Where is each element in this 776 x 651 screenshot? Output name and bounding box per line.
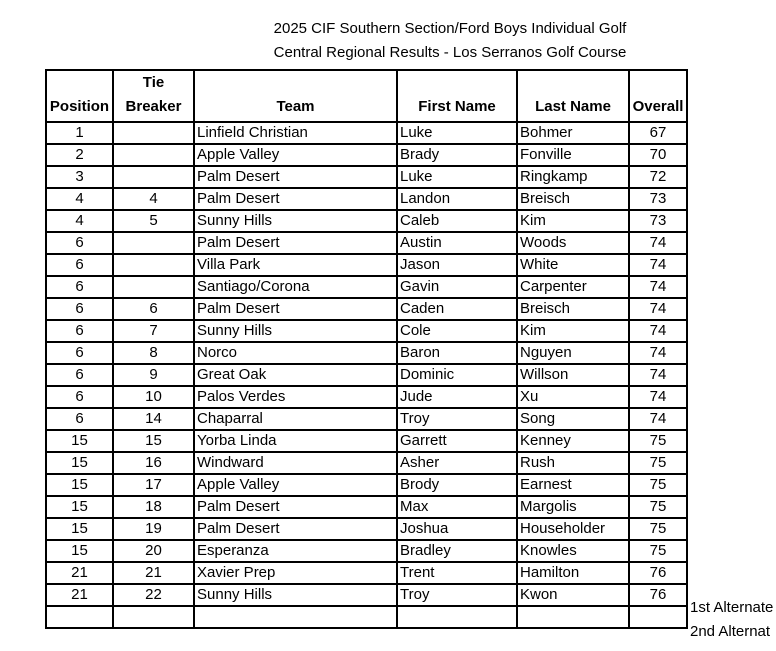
cell-position: 15 — [46, 430, 113, 452]
cell-team: Palm Desert — [194, 166, 397, 188]
cell-empty — [46, 606, 113, 628]
header-overall: Overall — [629, 70, 687, 122]
table-row — [46, 254, 687, 276]
header-team: Team — [194, 70, 397, 122]
cell-last-name: Willson — [517, 364, 629, 386]
cell-last-name: Earnest — [517, 474, 629, 496]
results-body — [46, 122, 687, 628]
cell-position: 15 — [46, 540, 113, 562]
cell-team: Palos Verdes — [194, 386, 397, 408]
cell-team: Windward — [194, 452, 397, 474]
cell-first-name: Troy — [397, 584, 517, 606]
cell-team: Sunny Hills — [194, 584, 397, 606]
cell-tie-breaker: 17 — [113, 474, 194, 496]
cell-position: 6 — [46, 342, 113, 364]
cell-tie-breaker — [113, 232, 194, 254]
cell-position: 15 — [46, 452, 113, 474]
cell-tie-breaker: 8 — [113, 342, 194, 364]
table-row — [46, 496, 687, 518]
cell-position: 15 — [46, 518, 113, 540]
header-position: Position — [46, 70, 113, 122]
table-row — [46, 386, 687, 408]
cell-overall: 67 — [629, 122, 687, 144]
alternate-note-1: 1st Alternate — [690, 599, 774, 616]
cell-first-name: Caden — [397, 298, 517, 320]
header-last-name: Last Name — [517, 70, 629, 122]
table-row — [46, 364, 687, 386]
cell-first-name: Austin — [397, 232, 517, 254]
cell-team: Xavier Prep — [194, 562, 397, 584]
cell-tie-breaker: 16 — [113, 452, 194, 474]
cell-team: Palm Desert — [194, 496, 397, 518]
cell-last-name: Bohmer — [517, 122, 629, 144]
cell-first-name: Jude — [397, 386, 517, 408]
cell-first-name: Garrett — [397, 430, 517, 452]
table-row — [46, 320, 687, 342]
table-row — [46, 144, 687, 166]
page-subtitle: Central Regional Results - Los Serranos Golf Course — [273, 44, 627, 61]
cell-tie-breaker: 22 — [113, 584, 194, 606]
table-row — [46, 298, 687, 320]
cell-first-name: Caleb — [397, 210, 517, 232]
cell-empty — [397, 606, 517, 628]
cell-first-name: Gavin — [397, 276, 517, 298]
cell-first-name: Dominic — [397, 364, 517, 386]
cell-last-name: Song — [517, 408, 629, 430]
cell-overall: 70 — [629, 144, 687, 166]
table-row — [46, 518, 687, 540]
cell-team: Yorba Linda — [194, 430, 397, 452]
table-row — [46, 430, 687, 452]
cell-tie-breaker: 20 — [113, 540, 194, 562]
cell-first-name: Jason — [397, 254, 517, 276]
cell-last-name: Kim — [517, 320, 629, 342]
cell-first-name: Bradley — [397, 540, 517, 562]
cell-overall: 75 — [629, 518, 687, 540]
cell-last-name: Breisch — [517, 188, 629, 210]
table-row — [46, 452, 687, 474]
cell-last-name: Nguyen — [517, 342, 629, 364]
cell-last-name: Rush — [517, 452, 629, 474]
cell-first-name: Baron — [397, 342, 517, 364]
results-table — [45, 69, 688, 629]
cell-empty — [113, 606, 194, 628]
cell-overall: 75 — [629, 452, 687, 474]
table-row — [46, 584, 687, 606]
cell-last-name: Knowles — [517, 540, 629, 562]
cell-overall: 74 — [629, 254, 687, 276]
cell-tie-breaker — [113, 254, 194, 276]
cell-team: Palm Desert — [194, 188, 397, 210]
header-tie-breaker — [113, 70, 194, 122]
cell-tie-breaker: 14 — [113, 408, 194, 430]
cell-team: Norco — [194, 342, 397, 364]
cell-last-name: Margolis — [517, 496, 629, 518]
cell-position: 6 — [46, 364, 113, 386]
cell-position: 3 — [46, 166, 113, 188]
cell-last-name: Carpenter — [517, 276, 629, 298]
cell-last-name: Kwon — [517, 584, 629, 606]
cell-position: 6 — [46, 386, 113, 408]
cell-position: 15 — [46, 474, 113, 496]
cell-first-name: Asher — [397, 452, 517, 474]
cell-position: 2 — [46, 144, 113, 166]
table-row — [46, 342, 687, 364]
cell-tie-breaker: 7 — [113, 320, 194, 342]
cell-position: 21 — [46, 584, 113, 606]
cell-overall: 74 — [629, 232, 687, 254]
cell-tie-breaker: 21 — [113, 562, 194, 584]
cell-position: 21 — [46, 562, 113, 584]
page-title: 2025 CIF Southern Section/Ford Boys Individual Golf — [273, 20, 627, 37]
cell-tie-breaker — [113, 166, 194, 188]
cell-tie-breaker: 18 — [113, 496, 194, 518]
cell-empty — [194, 606, 397, 628]
cell-tie-breaker: 6 — [113, 298, 194, 320]
cell-first-name: Luke — [397, 122, 517, 144]
cell-empty — [517, 606, 629, 628]
cell-overall: 76 — [629, 562, 687, 584]
table-row — [46, 276, 687, 298]
cell-position: 6 — [46, 408, 113, 430]
cell-tie-breaker: 4 — [113, 188, 194, 210]
cell-overall: 73 — [629, 210, 687, 232]
cell-first-name: Luke — [397, 166, 517, 188]
cell-overall: 74 — [629, 408, 687, 430]
cell-position: 6 — [46, 232, 113, 254]
cell-first-name: Cole — [397, 320, 517, 342]
table-row — [46, 408, 687, 430]
cell-first-name: Joshua — [397, 518, 517, 540]
cell-team: Palm Desert — [194, 518, 397, 540]
cell-overall: 73 — [629, 188, 687, 210]
cell-team: Apple Valley — [194, 144, 397, 166]
cell-tie-breaker — [113, 144, 194, 166]
cell-first-name: Trent — [397, 562, 517, 584]
table-row — [46, 474, 687, 496]
cell-last-name: Ringkamp — [517, 166, 629, 188]
cell-last-name: Breisch — [517, 298, 629, 320]
table-row — [46, 122, 687, 144]
cell-position: 15 — [46, 496, 113, 518]
cell-team: Palm Desert — [194, 298, 397, 320]
cell-overall: 72 — [629, 166, 687, 188]
cell-last-name: Xu — [517, 386, 629, 408]
cell-first-name: Troy — [397, 408, 517, 430]
table-row — [46, 166, 687, 188]
cell-last-name: Kim — [517, 210, 629, 232]
table-row-empty — [46, 606, 687, 628]
table-row — [46, 232, 687, 254]
cell-overall: 74 — [629, 386, 687, 408]
cell-first-name: Max — [397, 496, 517, 518]
cell-position: 6 — [46, 276, 113, 298]
cell-overall: 74 — [629, 298, 687, 320]
cell-team: Sunny Hills — [194, 320, 397, 342]
header-first-name: First Name — [397, 70, 517, 122]
header-tie-line1: Tie — [142, 74, 165, 91]
header-tie-line2: Breaker — [125, 98, 182, 115]
cell-first-name: Brady — [397, 144, 517, 166]
cell-team: Apple Valley — [194, 474, 397, 496]
cell-last-name: Woods — [517, 232, 629, 254]
cell-position: 6 — [46, 320, 113, 342]
cell-overall: 75 — [629, 540, 687, 562]
table-row — [46, 540, 687, 562]
cell-position: 6 — [46, 298, 113, 320]
cell-tie-breaker: 19 — [113, 518, 194, 540]
cell-tie-breaker: 10 — [113, 386, 194, 408]
cell-last-name: Kenney — [517, 430, 629, 452]
cell-team: Villa Park — [194, 254, 397, 276]
table-row — [46, 210, 687, 232]
cell-overall: 75 — [629, 496, 687, 518]
cell-team: Great Oak — [194, 364, 397, 386]
cell-tie-breaker — [113, 276, 194, 298]
cell-first-name: Brody — [397, 474, 517, 496]
cell-team: Chaparral — [194, 408, 397, 430]
header-row — [46, 70, 687, 122]
cell-tie-breaker: 5 — [113, 210, 194, 232]
cell-last-name: White — [517, 254, 629, 276]
cell-last-name: Householder — [517, 518, 629, 540]
cell-last-name: Fonville — [517, 144, 629, 166]
cell-last-name: Hamilton — [517, 562, 629, 584]
cell-team: Sunny Hills — [194, 210, 397, 232]
cell-overall: 74 — [629, 276, 687, 298]
alternate-note-2: 2nd Alternat — [690, 623, 771, 640]
cell-team: Santiago/Corona — [194, 276, 397, 298]
cell-overall: 75 — [629, 430, 687, 452]
cell-overall: 75 — [629, 474, 687, 496]
cell-overall: 74 — [629, 320, 687, 342]
cell-team: Esperanza — [194, 540, 397, 562]
cell-position: 4 — [46, 188, 113, 210]
cell-position: 6 — [46, 254, 113, 276]
cell-overall: 74 — [629, 364, 687, 386]
cell-overall: 74 — [629, 342, 687, 364]
cell-first-name: Landon — [397, 188, 517, 210]
cell-team: Palm Desert — [194, 232, 397, 254]
cell-empty — [629, 606, 687, 628]
cell-position: 1 — [46, 122, 113, 144]
cell-tie-breaker: 15 — [113, 430, 194, 452]
cell-overall: 76 — [629, 584, 687, 606]
cell-position: 4 — [46, 210, 113, 232]
cell-tie-breaker: 9 — [113, 364, 194, 386]
cell-team: Linfield Christian — [194, 122, 397, 144]
table-row — [46, 188, 687, 210]
cell-tie-breaker — [113, 122, 194, 144]
table-row — [46, 562, 687, 584]
